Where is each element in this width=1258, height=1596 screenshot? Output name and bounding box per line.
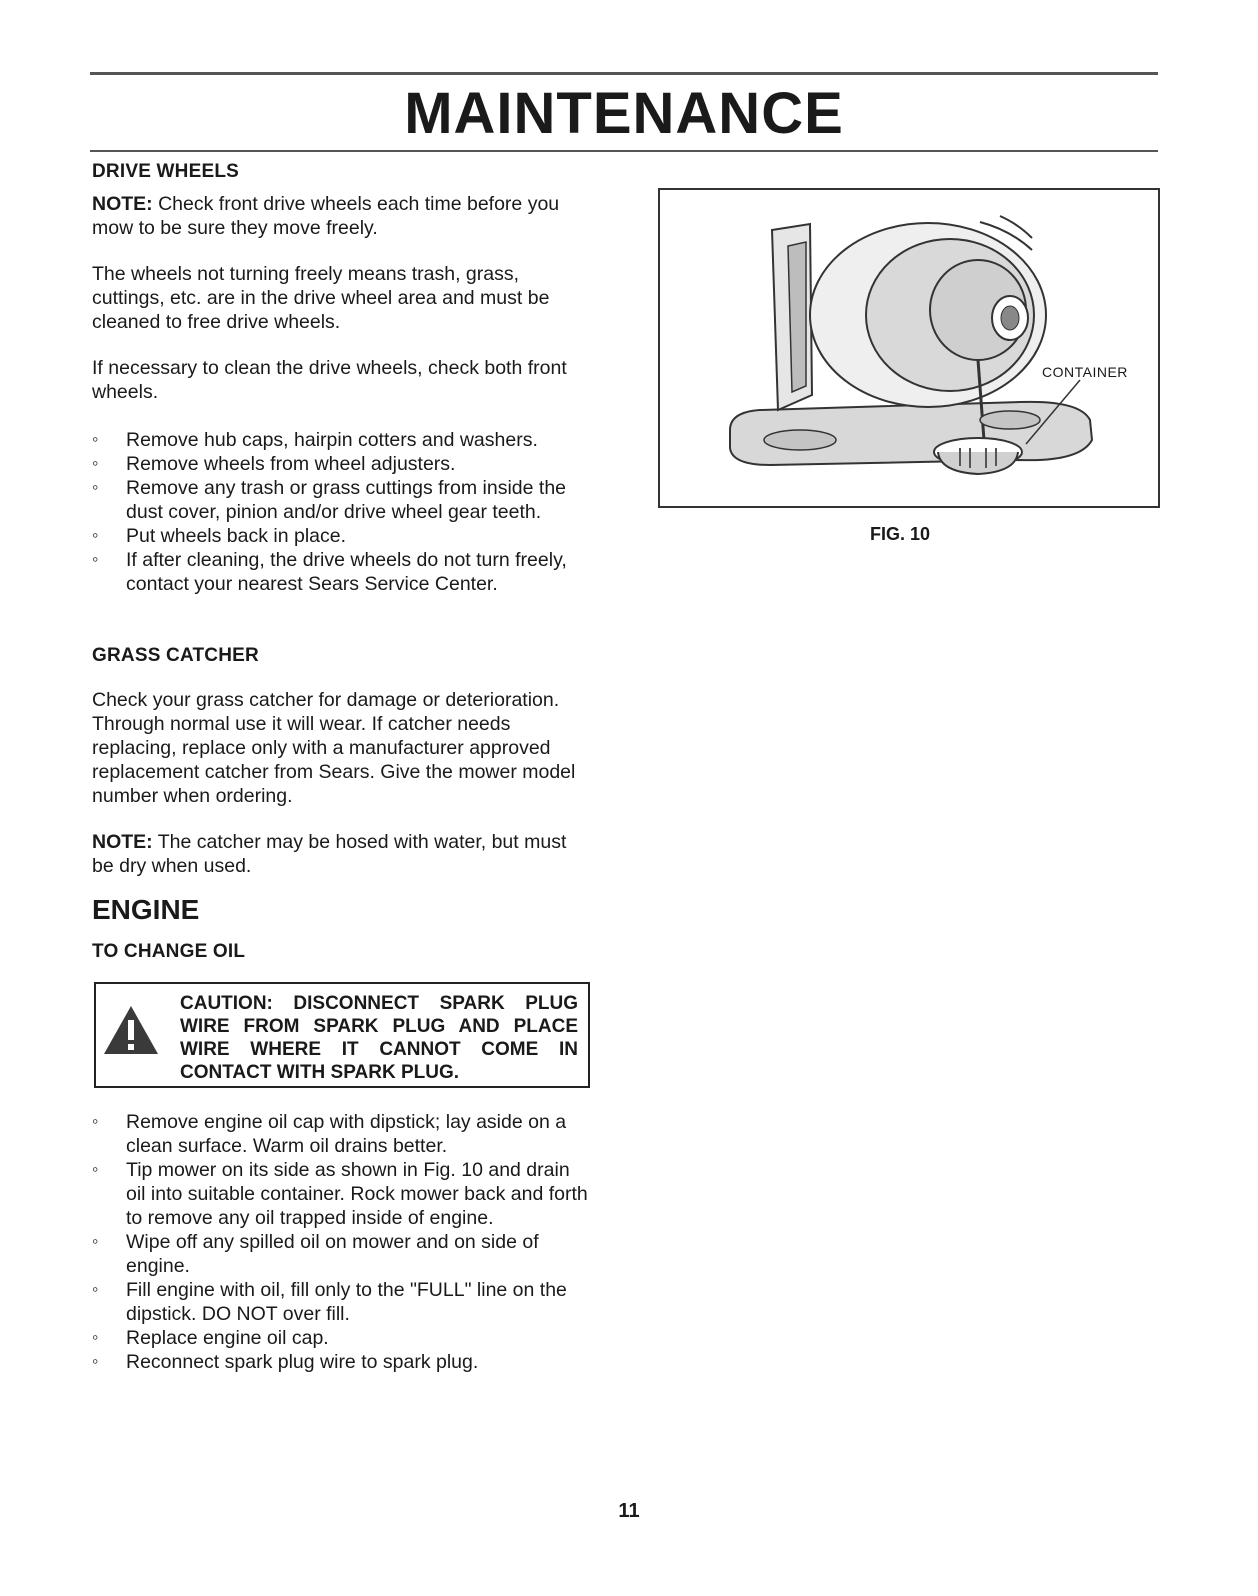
change-oil-heading: TO CHANGE OIL	[92, 941, 246, 962]
title-underline	[90, 150, 1158, 152]
note-label: NOTE:	[92, 193, 153, 215]
list-item: ◦ Put wheels back in place.	[92, 524, 592, 548]
drive-wheels-heading: DRIVE WHEELS	[92, 161, 240, 182]
caution-text: CAUTION: DISCONNECT SPARK PLUG WIRE FROM SPARK PLUG AND PLACE WIRE WHERE IT CANNOT COME IN CONTACT WITH SPARK PLUG.	[180, 993, 578, 1083]
list-item: ◦ Replace engine oil cap.	[92, 1326, 592, 1350]
list-item: ◦ Remove engine oil cap with dipstick; lay aside on a clean surface. Warm oil drains better.	[92, 1110, 592, 1158]
list-item: ◦ Tip mower on its side as shown in Fig. 10 and drain oil into suitable container. Rock mower back and forth to remove any oil trapped inside of engine.	[92, 1158, 592, 1230]
mower-oil-drain-illustration	[660, 190, 1158, 506]
list-item: ◦ Reconnect spark plug wire to spark plug.	[92, 1350, 592, 1374]
list-item: ◦ Remove hub caps, hairpin cotters and washers.	[92, 428, 592, 452]
engine-section	[92, 894, 592, 964]
figure-caption: FIG. 10	[870, 524, 931, 544]
list-item: ◦ If after cleaning, the drive wheels do not turn freely, contact your nearest Sears Service Center.	[92, 548, 592, 596]
list-item: ◦ Wipe off any spilled oil on mower and on side of engine.	[92, 1230, 592, 1278]
drive-wheels-section	[92, 160, 592, 596]
warning-triangle-icon	[102, 1004, 160, 1056]
drive-wheels-steps	[92, 428, 592, 596]
list-item: ◦ Fill engine with oil, fill only to the "FULL" line on the dipstick. DO NOT over fill.	[92, 1278, 592, 1326]
engine-heading: ENGINE	[92, 894, 200, 925]
grass-catcher-para: Check your grass catcher for damage or deterioration. Through normal use it will wear. If catcher needs replacing, replace only with a manufacturer approved replacement catcher from Sears. Give the mower model number when ordering.	[92, 689, 576, 807]
note-text: Check front drive wheels each time before you mow to be sure they move freely.	[92, 193, 560, 239]
list-item: ◦ Remove any trash or grass cuttings from inside the dust cover, pinion and/or drive wheel gear teeth.	[92, 476, 592, 524]
grass-catcher-section	[92, 644, 592, 878]
page-number: 11	[618, 1500, 640, 1522]
drive-wheels-note	[92, 192, 592, 240]
drive-wheels-para2: If necessary to clean the drive wheels, check both front wheels.	[92, 357, 567, 403]
figure-10-box	[658, 188, 1160, 508]
page-title: MAINTENANCE	[404, 81, 844, 146]
caution-box	[94, 982, 590, 1088]
note-text: The catcher may be hosed with water, but must be dry when used.	[92, 831, 567, 877]
container-label: CONTAINER	[1042, 364, 1128, 380]
change-oil-steps-wrap	[92, 1110, 592, 1374]
change-oil-steps	[92, 1110, 592, 1374]
grass-catcher-heading: GRASS CATCHER	[92, 645, 259, 666]
list-item: ◦ Remove wheels from wheel adjusters.	[92, 452, 592, 476]
drive-wheels-para1: The wheels not turning freely means trash, grass, cuttings, etc. are in the drive wheel area and must be cleaned to free drive wheels.	[92, 263, 550, 333]
top-rule	[90, 72, 1158, 75]
note-label: NOTE:	[92, 831, 153, 853]
grass-catcher-note	[92, 830, 592, 878]
